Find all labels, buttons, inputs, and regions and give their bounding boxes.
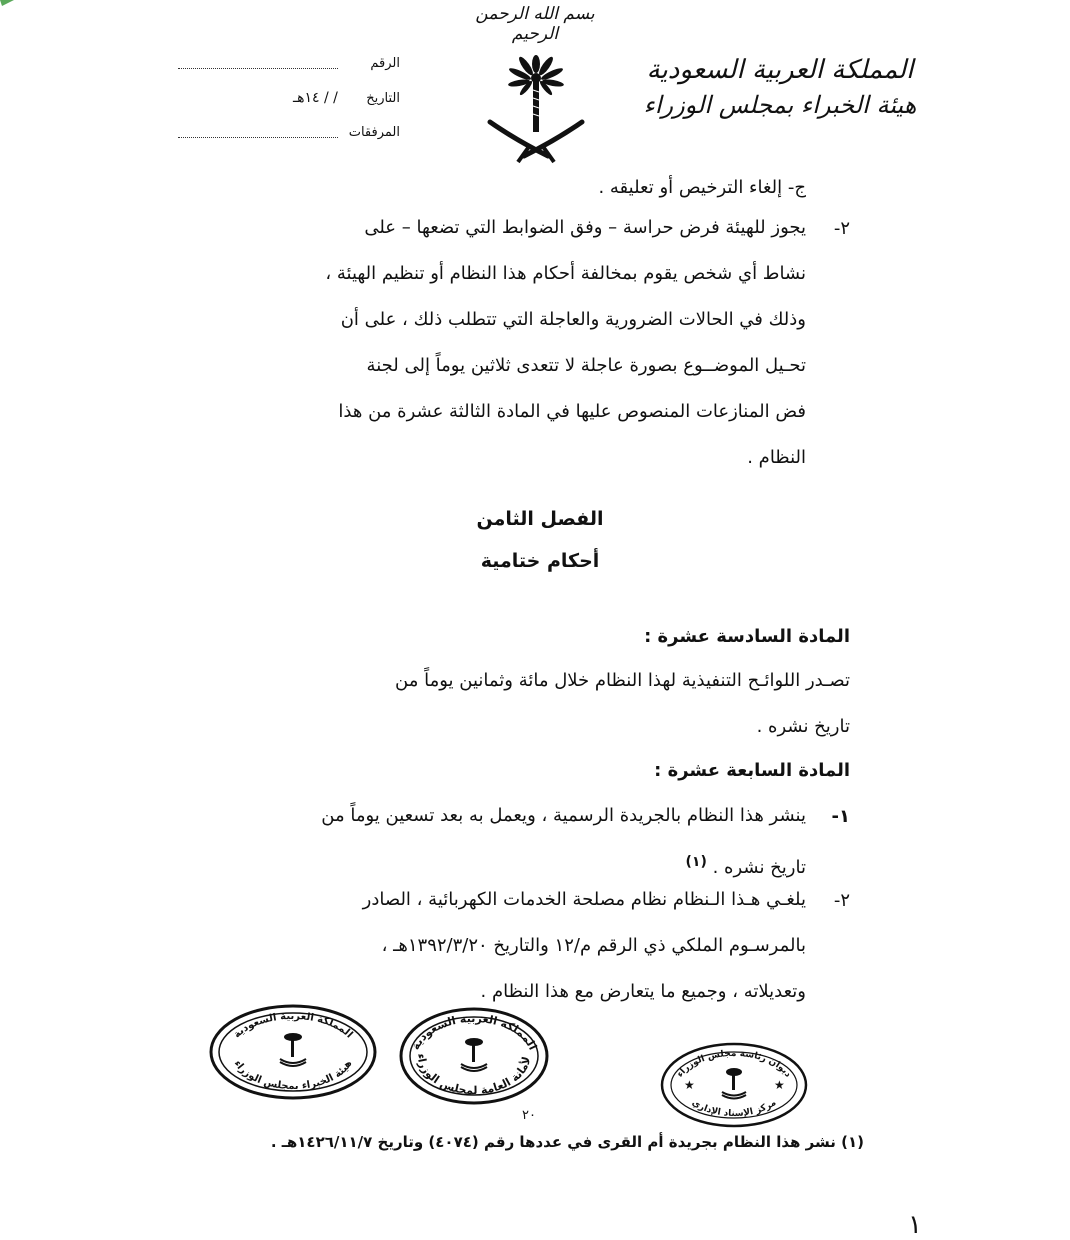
chapter-title: الفصل الثامن (476, 508, 604, 530)
article-17-item2-line: يلغـي هـذا الـنظام نظام مصلحة الخدمات الكهربائية ، الصادر (362, 889, 806, 910)
para2-text (246, 205, 806, 481)
stamp1-top-text: المملكة العربية السعودية (231, 1010, 355, 1041)
star-icon: ★ (684, 1078, 695, 1092)
stamp3-bottom-text: مركز الإسناد الإداري (689, 1097, 779, 1120)
margin-mark: ١ (908, 1210, 922, 1240)
article-16-title: المادة السادسة عشرة : (644, 626, 850, 647)
ref-label: الرقم (370, 56, 400, 71)
item-c: ج- إلغاء الترخيص أو تعليقه . (598, 177, 806, 198)
date-value: / / ١٤هـ (292, 90, 338, 106)
stamp2-bottom-text: الأمانة العامة لمجلس الوزراء (414, 1053, 534, 1098)
article-17-item2-text (226, 877, 806, 1015)
article-17-item2-line: وتعديلاته ، وجميع ما يتعارض مع هذا النظام . (480, 981, 806, 1002)
stamp2-top-text: المملكة العربية السعودية (408, 1011, 540, 1052)
article-17-item2-line: بالمرسـوم الملكي ذي الرقم م/١٢ والتاريخ ١٣٩٢/٣/٢٠هـ ، (381, 935, 806, 956)
stamp2-emblem-icon (461, 1038, 487, 1071)
basmala: بسم الله الرحمن الرحيم (475, 4, 595, 44)
article-16-text (230, 658, 850, 750)
ref-field (150, 56, 400, 71)
page-number: ٢٠ (522, 1108, 536, 1123)
corner-mark (0, 0, 20, 12)
star-icon: ★ (774, 1078, 785, 1092)
footnote: (١) نشر هذا النظام بجريدة أم القرى في عددها رقم (٤٠٧٤) وتاريخ ١٤٢٦/١١/٧هـ . (270, 1133, 864, 1151)
org-line-1: المملكة العربية السعودية (646, 55, 914, 85)
article-17-item1-number: ١- (831, 806, 850, 827)
article-17-item1-line: تاريخ نشره . (712, 857, 806, 878)
official-stamp-general-secretariat (398, 1006, 550, 1106)
para2-line: وذلك في الحالات الضرورية والعاجلة التي تتطلب ذلك ، على أن (340, 309, 806, 330)
article-17-title: المادة السابعة عشرة : (654, 760, 850, 781)
org-line-2: هيئة الخبراء بمجلس الوزراء (643, 91, 917, 119)
stamp3-top-text: ديوان رئاسة مجلس الوزراء (675, 1048, 793, 1080)
article-16-line: تصـدر اللوائـح التنفيذية لهذا النظام خلال مائة وثمانين يوماً من (395, 670, 850, 691)
para2-line: تحـيل الموضــوع بصورة عاجلة لا تتعدى ثلاثين يوماً إلى لجنة (366, 355, 806, 376)
ref-dots (178, 58, 338, 69)
para2-line: يجوز للهيئة فرض حراسة – وفق الضوابط التي تضعها – على (364, 217, 806, 238)
para2-number: ٢- (833, 218, 850, 239)
attachments-field (150, 125, 400, 140)
date-label: التاريخ (366, 91, 400, 106)
official-stamp-experts-commission (208, 1003, 378, 1101)
chapter-subtitle: أحكام ختامية (480, 550, 600, 572)
footnote-marker: (١) (685, 854, 707, 870)
stamp1-emblem-icon (280, 1033, 306, 1066)
date-field (150, 90, 400, 106)
article-17-item2-number: ٢- (833, 890, 850, 911)
saudi-emblem-icon (486, 50, 586, 165)
para2-line: النظام . (747, 447, 806, 468)
attachments-dots (178, 127, 338, 138)
attachments-label: المرفقات (348, 125, 400, 140)
stamp3-emblem-icon (722, 1068, 746, 1099)
para2-line: فض المنازعات المنصوص عليها في المادة الثالثة عشرة من هذا (338, 401, 806, 422)
organization-name (640, 52, 920, 122)
article-17-item1-line: ينشر هذا النظام بالجريدة الرسمية ، ويعمل به بعد تسعين يوماً من (321, 805, 806, 826)
official-stamp-council-presidency (660, 1042, 808, 1128)
article-16-line: تاريخ نشره . (756, 716, 850, 737)
svg-text:مركز الإسناد الإداري (690, 1098, 778, 1119)
para2-line: نشاط أي شخص يقوم بمخالفة أحكام هذا النظام أو تنظيم الهيئة ، (325, 263, 806, 284)
stamp1-bottom-text: هيئة الخبراء بمجلس الوزراء (231, 1058, 355, 1093)
